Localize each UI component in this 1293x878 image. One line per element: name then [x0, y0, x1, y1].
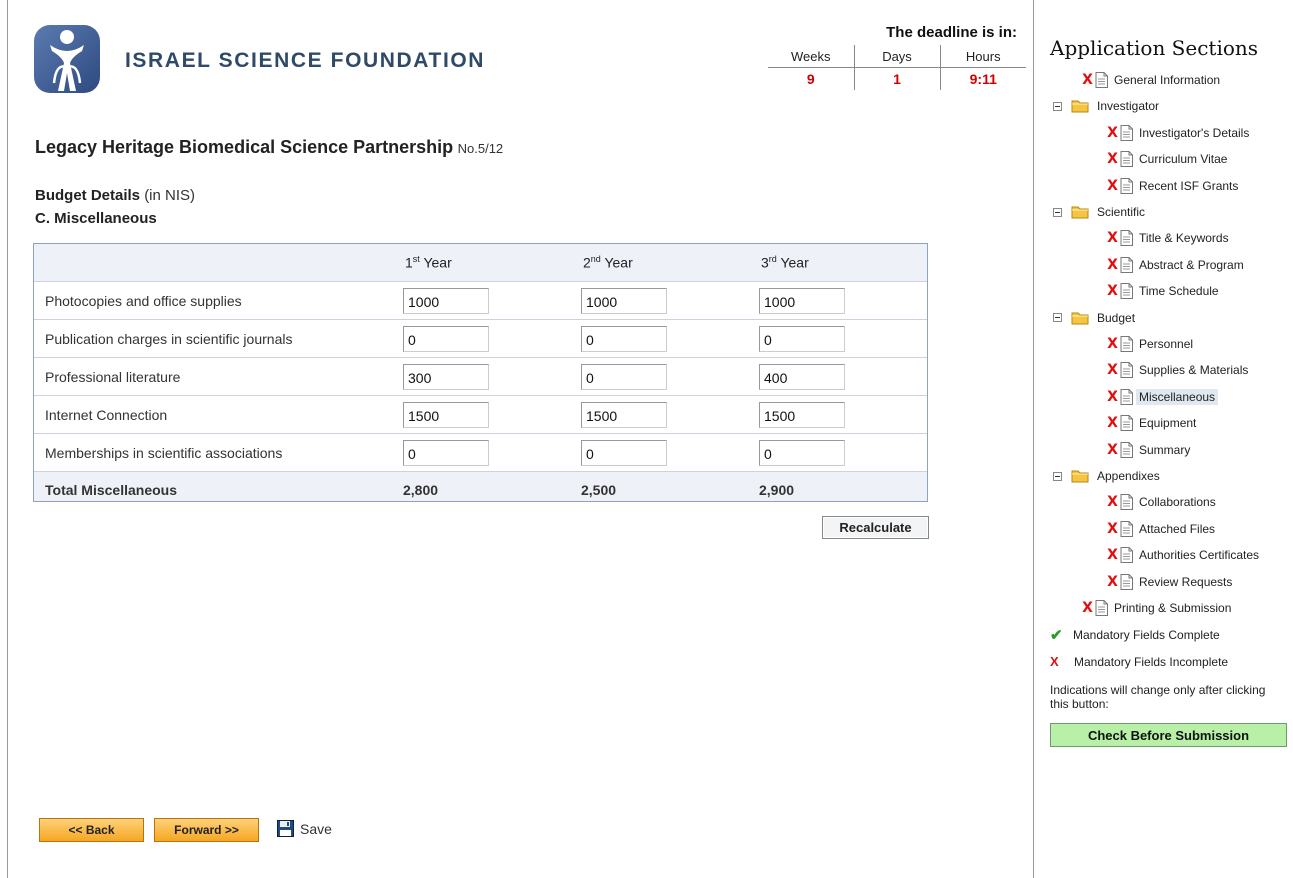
document-icon — [1120, 574, 1133, 590]
deadline-weeks-value: 9 — [806, 71, 815, 87]
sidebar-item-label: Authorities Certificates — [1139, 548, 1260, 563]
folder-icon — [1071, 311, 1089, 325]
document-icon — [1120, 389, 1133, 405]
document-icon — [1120, 494, 1133, 510]
x-icon: X — [1107, 177, 1118, 194]
section-title: Budget Details — [35, 187, 141, 204]
sidebar-item-label: Review Requests — [1139, 574, 1233, 589]
sidebar-item-attached-files[interactable] — [1107, 519, 1215, 539]
check-icon: ✔ — [1050, 627, 1063, 644]
document-icon — [1120, 415, 1133, 431]
year-2-label: Year — [604, 254, 633, 271]
total-year-1: 2,800 — [392, 472, 570, 503]
internet-year-3-input[interactable] — [759, 402, 845, 428]
x-icon: X — [1107, 547, 1118, 564]
x-icon: X — [1107, 151, 1118, 168]
document-icon — [1120, 178, 1133, 194]
table-row — [34, 282, 927, 320]
folder-icon — [1071, 469, 1089, 483]
photocopies-year-1-input[interactable] — [403, 288, 489, 314]
deadline-hours-label: Hours — [940, 45, 1026, 68]
recalculate-button[interactable]: Recalculate — [822, 516, 929, 539]
table-row — [34, 320, 927, 358]
photocopies-year-3-input[interactable] — [759, 288, 845, 314]
document-icon — [1120, 362, 1133, 378]
sidebar-group-budget[interactable] — [1053, 308, 1135, 328]
x-icon: X — [1107, 415, 1118, 432]
folder-icon — [1071, 205, 1089, 219]
sidebar-item-collaborations[interactable] — [1107, 492, 1216, 512]
save-link[interactable] — [277, 820, 332, 837]
sidebar-item-label: Supplies & Materials — [1139, 363, 1249, 378]
x-icon: X — [1050, 654, 1059, 669]
legend-incomplete — [1050, 654, 1228, 669]
table-cell — [392, 358, 570, 396]
table-cell — [570, 396, 748, 434]
collapse-icon[interactable] — [1053, 472, 1062, 481]
sidebar-item-time-schedule[interactable] — [1107, 281, 1219, 301]
sidebar-item-supplies-materials[interactable] — [1107, 360, 1248, 380]
x-icon: X — [1107, 388, 1118, 405]
year-1-header — [392, 244, 570, 282]
year-1-suffix: st — [412, 254, 420, 265]
document-icon — [1120, 442, 1133, 458]
literature-year-1-input[interactable] — [403, 364, 489, 390]
legend-complete — [1050, 626, 1220, 644]
table-cell — [748, 358, 927, 396]
table-row — [34, 358, 927, 396]
legend-incomplete-label: Mandatory Fields Incomplete — [1074, 654, 1229, 669]
publication-year-3-input[interactable] — [759, 326, 845, 352]
sidebar-item-label: Attached Files — [1139, 521, 1216, 536]
budget-table-container — [33, 243, 928, 502]
table-row — [34, 396, 927, 434]
deadline-table — [768, 45, 1026, 90]
sidebar-item-abstract-program[interactable] — [1107, 255, 1244, 275]
document-icon — [1120, 336, 1133, 352]
row-label: Internet Connection — [34, 396, 392, 434]
sidebar-item-curriculum-vitae[interactable] — [1107, 149, 1227, 169]
memberships-year-2-input[interactable] — [581, 440, 667, 466]
deadline-days-value: 1 — [854, 68, 940, 91]
section-heading — [35, 187, 195, 204]
sidebar-item-label: Budget — [1097, 310, 1136, 325]
sidebar-item-summary[interactable] — [1107, 440, 1190, 460]
save-label: Save — [300, 820, 332, 837]
document-icon — [1095, 72, 1108, 88]
total-label: Total Miscellaneous — [34, 472, 392, 503]
deadline-weeks-label: Weeks — [768, 45, 854, 68]
row-label: Photocopies and office supplies — [34, 282, 392, 320]
program-name: Legacy Heritage Biomedical Science Partnership — [35, 137, 454, 157]
document-icon — [1095, 600, 1108, 616]
collapse-icon[interactable] — [1053, 313, 1062, 322]
photocopies-year-2-input[interactable] — [581, 288, 667, 314]
sidebar-item-title-keywords[interactable] — [1107, 228, 1229, 248]
year-2-header — [570, 244, 748, 282]
program-number: No.5/12 — [457, 141, 504, 156]
sidebar-item-label: General Information — [1114, 73, 1221, 87]
document-icon — [1120, 151, 1133, 167]
sidebar-item-label: Abstract & Program — [1139, 257, 1244, 272]
publication-year-1-input[interactable] — [403, 326, 489, 352]
x-icon: X — [1107, 336, 1118, 352]
table-cell — [570, 320, 748, 358]
document-icon — [1120, 547, 1133, 563]
x-icon: X — [1107, 494, 1118, 511]
content-frame-left-border — [7, 0, 8, 878]
sidebar-item-label: Printing & Submission — [1114, 601, 1232, 615]
sidebar-item-personnel[interactable] — [1107, 334, 1193, 354]
sidebar-item-authorities-certificates[interactable] — [1107, 545, 1259, 565]
table-cell — [748, 396, 927, 434]
organization-name: ISRAEL SCIENCE FOUNDATION — [125, 49, 486, 72]
content-frame-right-border — [1033, 0, 1034, 878]
budget-table — [34, 244, 927, 502]
row-label: Memberships in scientific associations — [34, 434, 392, 472]
sidebar-item-label: Recent ISF Grants — [1139, 178, 1239, 193]
literature-year-3-input[interactable] — [759, 364, 845, 390]
folder-icon — [1071, 99, 1089, 113]
table-cell — [392, 434, 570, 472]
budget-header-row — [34, 244, 927, 282]
sidebar-item-investigator-s-details[interactable] — [1107, 123, 1249, 143]
sidebar-item-label: Investigator — [1097, 99, 1160, 114]
document-icon — [1120, 283, 1133, 299]
table-cell — [570, 358, 748, 396]
sidebar-item-label: Curriculum Vitae — [1139, 152, 1228, 167]
budget-header-blank — [34, 244, 392, 282]
table-cell — [748, 320, 927, 358]
deadline-countdown — [768, 24, 1026, 90]
sidebar-item-label: Title & Keywords — [1139, 231, 1229, 246]
memberships-year-1-input[interactable] — [403, 440, 489, 466]
document-icon — [1120, 230, 1133, 246]
sidebar-item-label: Appendixes — [1097, 469, 1160, 483]
x-icon: X — [1107, 124, 1118, 141]
sidebar-item-review-requests[interactable] — [1107, 572, 1232, 592]
deadline-title: The deadline is in: — [886, 24, 1017, 41]
collapse-icon[interactable] — [1053, 102, 1062, 111]
sidebar-item-miscellaneous[interactable] — [1107, 387, 1218, 407]
sidebar-item-label: Summary — [1139, 442, 1191, 457]
document-icon — [1120, 521, 1133, 537]
total-row — [34, 472, 927, 503]
publication-year-2-input[interactable] — [581, 326, 667, 352]
isf-logo-icon — [32, 23, 102, 95]
table-cell — [392, 320, 570, 358]
x-icon: X — [1107, 283, 1118, 300]
internet-year-1-input[interactable] — [403, 402, 489, 428]
table-cell — [748, 282, 927, 320]
table-cell — [748, 434, 927, 472]
sidebar-group-scientific[interactable] — [1053, 202, 1145, 222]
literature-year-2-input[interactable] — [581, 364, 667, 390]
check-before-submission-button[interactable]: Check Before Submission — [1050, 723, 1287, 747]
year-1-label: Year — [423, 254, 452, 271]
sidebar-item-label: Personnel — [1139, 337, 1194, 351]
year-2-suffix: nd — [590, 254, 601, 265]
internet-year-2-input[interactable] — [581, 402, 667, 428]
sidebar-item-label: Miscellaneous — [1136, 389, 1218, 405]
table-cell — [392, 396, 570, 434]
year-3-label: Year — [780, 254, 809, 271]
document-icon — [1120, 125, 1133, 141]
table-cell — [570, 434, 748, 472]
sidebar-item-recent-isf-grants[interactable] — [1107, 176, 1238, 196]
table-row — [34, 434, 927, 472]
x-icon: X — [1107, 520, 1118, 537]
year-3-suffix: rd — [768, 254, 777, 265]
sidebar-item-printing-submission[interactable] — [1082, 598, 1231, 618]
x-icon: X — [1107, 573, 1118, 590]
indications-hint: Indications will change only after clicking this button: — [1050, 683, 1266, 711]
sections-panel-title: Application Sections — [1050, 36, 1259, 60]
x-icon: X — [1107, 362, 1118, 379]
total-year-3: 2,900 — [748, 472, 927, 503]
section-unit: (in NIS) — [144, 187, 196, 204]
row-label: Professional literature — [34, 358, 392, 396]
forward-button[interactable]: Forward >> — [154, 818, 259, 842]
sidebar-group-investigator[interactable] — [1053, 96, 1159, 116]
legend-complete-label: Mandatory Fields Complete — [1073, 628, 1220, 642]
total-year-2: 2,500 — [570, 472, 748, 503]
sidebar-item-general-information[interactable] — [1082, 70, 1220, 90]
deadline-days-label: Days — [854, 45, 940, 68]
x-icon: X — [1107, 230, 1118, 247]
x-icon: X — [1082, 600, 1093, 616]
document-icon — [1120, 257, 1133, 273]
table-cell — [570, 282, 748, 320]
section-subheading: C. Miscellaneous — [35, 210, 157, 227]
x-icon: X — [1082, 72, 1093, 88]
x-icon: X — [1107, 441, 1118, 458]
sidebar-item-label: Scientific — [1097, 205, 1146, 219]
program-title — [35, 137, 503, 158]
x-icon: X — [1107, 256, 1118, 273]
sidebar-item-label: Investigator's Details — [1139, 125, 1250, 140]
memberships-year-3-input[interactable] — [759, 440, 845, 466]
year-3-header — [748, 244, 927, 282]
year-3-number: 3 — [761, 254, 769, 271]
sidebar-group-appendixes[interactable] — [1053, 466, 1160, 486]
collapse-icon[interactable] — [1053, 208, 1062, 217]
sidebar-item-equipment[interactable] — [1107, 413, 1196, 433]
back-button[interactable]: << Back — [39, 818, 144, 842]
year-2-number: 2 — [583, 254, 591, 271]
year-1-number: 1 — [405, 254, 413, 271]
sidebar-item-label: Collaborations — [1139, 495, 1216, 510]
row-label: Publication charges in scientific journals — [34, 320, 392, 358]
floppy-disk-icon — [277, 820, 294, 837]
sidebar-item-label: Time Schedule — [1139, 284, 1219, 299]
sidebar-item-label: Equipment — [1139, 416, 1197, 431]
deadline-hours-value: 9:11 — [940, 68, 1026, 91]
table-cell — [392, 282, 570, 320]
